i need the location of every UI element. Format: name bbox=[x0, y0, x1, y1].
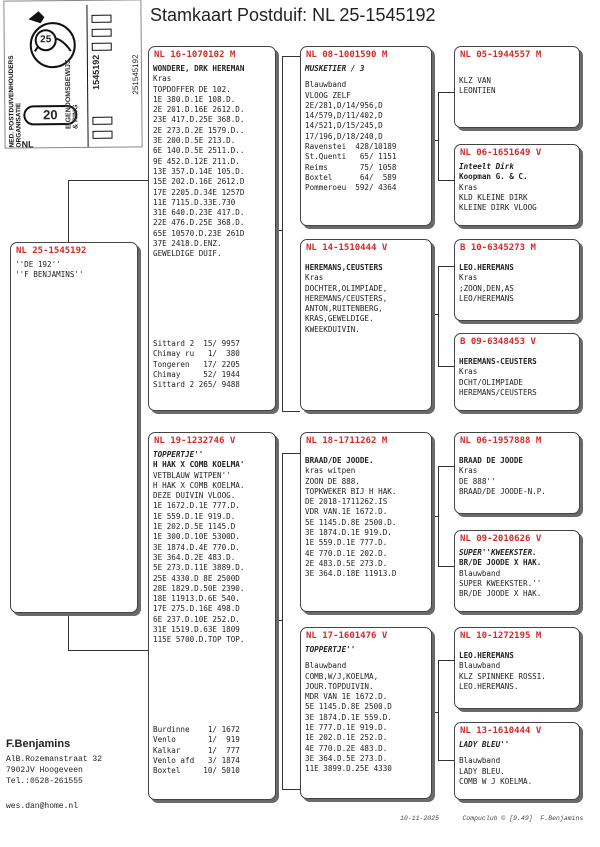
card-line: Kras bbox=[459, 182, 478, 192]
pigeon-card-sdd[interactable] bbox=[454, 333, 580, 411]
card-line: 15E 202.D.16E 2612.D bbox=[153, 177, 245, 187]
owner-block bbox=[6, 738, 102, 812]
card-line: 5E 1145.D.8E 2500.D. bbox=[305, 517, 397, 527]
card-line: ZOON DE 888. bbox=[305, 476, 360, 486]
card-line: 37E 2418.D.ENZ. bbox=[153, 239, 222, 249]
card-line: Koopman G. & C. bbox=[459, 172, 528, 182]
card-line: 25E 4330.D 8E 2500D bbox=[153, 573, 240, 583]
card-line: HEREMANS,CEUSTERS bbox=[305, 263, 383, 272]
card-line: Blauwband bbox=[459, 661, 501, 671]
card-line: 22E 476.D.25E 368.D. bbox=[153, 218, 245, 228]
card-line: HEREMANS/CEUSTERS, bbox=[305, 293, 388, 303]
race-result: Chimay 52/ 1944 bbox=[153, 369, 240, 379]
card-line: Blauwband bbox=[305, 661, 347, 671]
card-line: 9E 452.D.12E 211.D. bbox=[153, 156, 240, 166]
card-line: 23E 417.D.25E 368.D. bbox=[153, 115, 245, 125]
connector-line bbox=[282, 789, 300, 790]
card-line: 1E 202.D.1E 252.D. bbox=[305, 733, 388, 743]
race-result: Sittard 2 15/ 9957 bbox=[153, 339, 240, 348]
card-line: BR/DE JOODE X HAK. bbox=[459, 558, 542, 568]
card-line: 6E 140.D.5E 2511.D.. bbox=[153, 146, 245, 156]
card-line: 14/521,D/15/245,D bbox=[305, 121, 383, 131]
ring-year-badge: 25 bbox=[35, 29, 57, 51]
owner-address: AlB.Rozemanstraat 32 bbox=[6, 755, 103, 764]
connector-line bbox=[432, 140, 438, 141]
card-lines bbox=[149, 447, 275, 646]
card-line: 28E 1829.D.50E 2390. bbox=[153, 583, 245, 593]
card-lines bbox=[301, 642, 431, 775]
ring-id: NL 17-1601476 V bbox=[306, 631, 388, 641]
connector-line bbox=[432, 712, 438, 713]
card-line: Inteelt Dirk bbox=[459, 162, 514, 171]
card-line: HEREMANS/CEUSTERS bbox=[459, 387, 537, 397]
connector-line bbox=[432, 516, 438, 517]
card-line: MUSKETIER / 3 bbox=[305, 64, 365, 73]
card-line: BRAAD DE JOODE bbox=[459, 456, 524, 465]
connector-line bbox=[68, 180, 148, 181]
connector-line bbox=[438, 366, 454, 367]
card-lines bbox=[455, 642, 579, 692]
card-line: 1E 300.D.10E 5300D. bbox=[153, 532, 240, 542]
card-lines bbox=[455, 61, 579, 97]
connector-line bbox=[438, 660, 454, 661]
ring-id: NL 16-1070102 M bbox=[154, 50, 236, 60]
card-line: LEO.HEREMANS bbox=[459, 651, 514, 660]
connector-line bbox=[438, 92, 454, 93]
connector-line bbox=[282, 453, 300, 454]
card-line: DE 888'' bbox=[459, 476, 496, 486]
connector-line bbox=[438, 180, 454, 181]
card-line: KRAS,GEWELDIGE. bbox=[305, 314, 374, 324]
card-line: 1E 559.D.1E 777.D. bbox=[305, 538, 388, 548]
connector-line bbox=[68, 612, 69, 650]
card-line: H HAK X COMB KOELMA. bbox=[153, 480, 245, 490]
ring-number-side: 251545192 bbox=[130, 54, 141, 95]
card-line: 3E 1874.D.4E 770.D. bbox=[153, 542, 240, 552]
footer-note: 10-11-2025 Compuclub © [9.49] F.Benjamins bbox=[400, 815, 584, 822]
card-line: TOPPERTJE'' bbox=[305, 645, 356, 654]
card-line: SUPER''KWEEKSTER. bbox=[459, 548, 537, 557]
card-line: 3E 200.D.5E 213.D. bbox=[153, 136, 236, 146]
ring-id: NL 08-1001590 M bbox=[306, 50, 388, 60]
ring-id: NL 25-1545192 bbox=[16, 246, 87, 256]
card-line: GEWELDIGE DUIF. bbox=[153, 249, 222, 259]
card-line: 1E 559.D.1E 919.D. bbox=[153, 511, 236, 521]
card-line: BR/DE JOODE X HAK. bbox=[459, 589, 542, 599]
ring-card-label: EIGENDOMSBEWIJS & RING bbox=[64, 59, 80, 130]
ring-id: NL 13-1610444 V bbox=[460, 726, 542, 736]
pigeon-card-dam[interactable] bbox=[148, 432, 276, 800]
card-line: DEZE DUIVIN VLOOG. bbox=[153, 491, 236, 501]
ring-ownership-card bbox=[3, 0, 142, 149]
card-line: 115E 5700.D.TOP TOP. bbox=[153, 635, 245, 645]
owner-phone: Tel.:0528-261555 bbox=[6, 777, 83, 786]
card-line: LADY BLEU. bbox=[459, 766, 505, 776]
connector-line bbox=[438, 92, 439, 180]
card-line: BRAAD/DE JOODE. bbox=[305, 456, 374, 465]
card-line: 6E 237.D.10E 252.D. bbox=[153, 614, 240, 624]
card-line: JOUR.TOPDUIVIN. bbox=[305, 681, 374, 691]
ring-checkbox bbox=[92, 29, 112, 37]
connector-line bbox=[438, 566, 454, 567]
card-line: 3E 364.D.5E 273.D. bbox=[305, 753, 388, 763]
ring-number: 1545192 bbox=[90, 54, 102, 90]
card-lines bbox=[301, 254, 431, 335]
race-result: Burdinne 1/ 1672 bbox=[153, 725, 240, 734]
card-lines bbox=[455, 737, 579, 787]
card-line: 18E 11913.D.6E 540. bbox=[153, 594, 240, 604]
card-line: Blauwband bbox=[305, 80, 347, 90]
card-line: KLZ SPINNEKE ROSSI. bbox=[459, 671, 546, 681]
race-result: Sittard 2 265/ 9488 bbox=[153, 380, 240, 390]
card-line: ANTON,RUITENBERG, bbox=[305, 304, 383, 314]
ring-id: NL 06-1651649 V bbox=[460, 148, 542, 158]
card-line: COMB W J KOELMA. bbox=[459, 776, 533, 786]
connector-line bbox=[282, 453, 283, 789]
card-line: KWEEKDUIVIN. bbox=[305, 324, 360, 334]
ring-id: B 10-6345273 M bbox=[460, 243, 536, 253]
ring-id: NL 09-2010626 V bbox=[460, 534, 542, 544]
ring-id: NL 14-1510444 V bbox=[306, 243, 388, 253]
connector-line bbox=[432, 314, 438, 315]
card-line: DCHT/OLIMPIADE bbox=[459, 377, 524, 387]
card-line: Boxtel 64/ 589 bbox=[305, 172, 397, 182]
race-result: Chimay ru 1/ 380 bbox=[153, 349, 240, 359]
card-line: 17/196,D/18/240,D bbox=[305, 131, 383, 141]
pigeon-card-dam-dam[interactable] bbox=[300, 627, 432, 799]
ring-tag-badge: 20 bbox=[23, 105, 77, 125]
connector-line bbox=[438, 266, 454, 267]
ring-id: NL 05-1944557 M bbox=[460, 50, 542, 60]
card-line: ;ZOON,DEN,AS bbox=[459, 283, 514, 293]
card-line: Blauwband bbox=[459, 756, 501, 766]
connector-line bbox=[282, 56, 300, 57]
card-line: COMB,W/J,KOELMA, bbox=[305, 671, 379, 681]
card-line: DE 2018-1711262.IS bbox=[305, 497, 388, 507]
pigeon-card-sss[interactable] bbox=[454, 46, 580, 128]
card-lines bbox=[455, 545, 579, 599]
card-line: 11E 7115.D.33E.730 bbox=[153, 197, 236, 207]
card-line: 17E 2205.D.34E 1257D bbox=[153, 187, 245, 197]
pigeon-card-dam-sire[interactable] bbox=[300, 432, 432, 612]
page-title: Stamkaart Postduif: NL 25-1545192 bbox=[150, 5, 436, 25]
ring-checkbox bbox=[92, 117, 112, 125]
ring-country: NL bbox=[21, 139, 34, 150]
pigeon-card-dsd[interactable] bbox=[454, 530, 580, 612]
card-line: 3E 364.D.18E 11913.D bbox=[305, 569, 397, 579]
card-line: 14/579,D/11/402,D bbox=[305, 111, 383, 121]
card-line: 1E 1672.D.1E 777.D. bbox=[153, 501, 240, 511]
card-line: DOCHTER,OLIMPIADE, bbox=[305, 283, 388, 293]
card-line: 1E 777.D.1E 919.D. bbox=[305, 723, 388, 733]
card-line: KLD KLEINE DIRK bbox=[459, 192, 528, 202]
card-line: 65E 10570.D.23E 261D bbox=[153, 228, 245, 238]
connector-line bbox=[276, 620, 282, 621]
card-line: 2E 201.D.16E 2612.D. bbox=[153, 105, 245, 115]
ring-card-side-strip bbox=[5, 7, 23, 148]
connector-line bbox=[282, 411, 300, 412]
card-line: KLZ VAN bbox=[459, 76, 492, 85]
card-line: 5E 1145.D.8E 2500.D bbox=[305, 702, 392, 712]
card-line: LEO/HEREMANS bbox=[459, 293, 514, 303]
race-results bbox=[153, 339, 240, 390]
card-line: VLOOG ZELF bbox=[305, 90, 351, 100]
connector-line bbox=[438, 760, 454, 761]
card-line: 3E 1874.D.1E 559.D. bbox=[305, 712, 392, 722]
card-line: LEONTIEN bbox=[459, 86, 496, 96]
card-line: Kras bbox=[459, 466, 478, 476]
card-line: 2E 483.D.5E 273.D. bbox=[305, 558, 388, 568]
connector-line bbox=[68, 180, 69, 243]
card-line: 3E 364.D.2E 483.D. bbox=[153, 552, 236, 562]
ring-id: NL 19-1232746 V bbox=[154, 436, 236, 446]
pigeon-card-sire-sire[interactable] bbox=[300, 46, 432, 226]
pigeon-card-sds[interactable] bbox=[454, 239, 580, 321]
card-line: 2E 273.D.2E 1579.D.. bbox=[153, 125, 245, 135]
card-line: BRAAD/DE JOODE-N.P. bbox=[459, 486, 546, 496]
race-result: ''F BENJAMINS'' bbox=[15, 270, 84, 280]
race-result: Kalkar 1/ 777 bbox=[153, 745, 240, 755]
card-line: TOPKWEKER BIJ H HAK. bbox=[305, 486, 397, 496]
connector-line bbox=[68, 650, 148, 651]
ring-checkbox bbox=[91, 15, 111, 23]
race-result: Boxtel 10/ 5010 bbox=[153, 766, 240, 776]
card-line: 3E 1874.D.1E 919.D. bbox=[305, 528, 392, 538]
connector-line bbox=[438, 266, 439, 366]
connector-line bbox=[438, 660, 439, 760]
card-line: 13E 357.D.14E 105.D. bbox=[153, 166, 245, 176]
card-line: VETBLAUW WITPEN'' bbox=[153, 470, 231, 480]
ring-id: NL 10-1272195 M bbox=[460, 631, 542, 641]
card-line: 11E 3899.D.25E 4330 bbox=[305, 764, 392, 774]
card-line: KLEINE DIRK VLOOG bbox=[459, 203, 537, 213]
owner-name: F.Benjamins bbox=[6, 738, 71, 750]
card-line: kras witpen bbox=[305, 466, 356, 476]
race-result: Venlo afd 3/ 1874 bbox=[153, 755, 240, 765]
card-lines bbox=[149, 61, 275, 260]
card-line: SUPER KWEEKSTER.'' bbox=[459, 578, 542, 588]
ring-id: NL 18-1711262 M bbox=[306, 436, 388, 446]
card-line: 1E 380.D.1E 108.D. bbox=[153, 94, 236, 104]
ring-checkbox bbox=[92, 43, 112, 51]
connector-line bbox=[438, 466, 439, 566]
card-line: WONDERE, DRK HEREMAN bbox=[153, 64, 245, 73]
pigeon-card-dss[interactable] bbox=[454, 432, 580, 514]
connector-line bbox=[282, 56, 283, 411]
card-line: Kras bbox=[153, 74, 172, 84]
card-line: H HAK X COMB KOELMA' bbox=[153, 460, 245, 470]
race-result: Venlo 1/ 919 bbox=[153, 735, 240, 745]
pigeon-card-dds[interactable] bbox=[454, 627, 580, 709]
pigeon-card-main[interactable] bbox=[10, 242, 138, 613]
card-line: St.Quenti 65/ 1151 bbox=[305, 152, 397, 162]
race-results bbox=[153, 725, 240, 776]
card-line: Kras bbox=[459, 273, 478, 283]
card-line: 5E 273.D.11E 3889.D. bbox=[153, 563, 245, 573]
owner-email[interactable]: wes.dan@home.nl bbox=[6, 802, 79, 811]
connector-line bbox=[438, 466, 454, 467]
card-line: 4E 770.D.2E 483.D. bbox=[305, 743, 388, 753]
pigeon-card-sire[interactable] bbox=[148, 46, 276, 411]
card-lines bbox=[455, 348, 579, 398]
card-line: Pommeroeu 592/ 4364 bbox=[305, 183, 397, 193]
card-line: 31E 1519.D.63E 1809 bbox=[153, 625, 240, 635]
card-line: 2E/281,D/14/956,D bbox=[305, 100, 383, 110]
card-line: LEO.HEREMANS bbox=[459, 263, 514, 272]
card-line: LADY BLEU'' bbox=[459, 740, 510, 749]
ring-card-organisation: NED. POSTDUIVENHOUDERS ORGANISATIE bbox=[7, 55, 23, 148]
card-lines bbox=[11, 257, 137, 281]
ring-id: NL 06-1957888 M bbox=[460, 436, 542, 446]
card-line: Kras bbox=[459, 367, 478, 377]
owner-city: 7902JV Hoogeveen bbox=[6, 766, 83, 775]
pigeon-card-sire-dam[interactable] bbox=[300, 239, 432, 411]
pigeon-card-ssd[interactable] bbox=[454, 144, 580, 226]
card-line: MDR VAN 1E 1672.D. bbox=[305, 692, 388, 702]
card-line: HEREMANS-CEUSTERS bbox=[459, 357, 537, 366]
card-line: 31E 640.D.23E 417.D. bbox=[153, 208, 245, 218]
card-lines bbox=[455, 447, 579, 497]
race-result: Tongeren 17/ 2205 bbox=[153, 359, 240, 369]
card-line: VDR VAN.1E 1672.D. bbox=[305, 507, 388, 517]
card-line: Kras bbox=[305, 273, 324, 283]
card-line: LEO.HEREMANS. bbox=[459, 681, 519, 691]
pigeon-card-ddd[interactable] bbox=[454, 722, 580, 800]
card-line: 1E 202.D.5E 1145.D bbox=[153, 522, 236, 532]
card-line: TOPDOFFER DE 102. bbox=[153, 84, 231, 94]
card-line: 4E 770.D.1E 202.D. bbox=[305, 548, 388, 558]
card-lines bbox=[455, 159, 579, 213]
ring-id: B 09-6348453 V bbox=[460, 337, 536, 347]
card-lines bbox=[455, 254, 579, 304]
ring-checkbox bbox=[92, 131, 112, 139]
card-lines bbox=[301, 61, 431, 194]
card-line: 17E 275.D.16E 498.D bbox=[153, 604, 240, 614]
connector-line bbox=[276, 230, 282, 231]
card-line: Reims 75/ 1058 bbox=[305, 162, 397, 172]
card-line: Ravenstei 428/10189 bbox=[305, 142, 397, 152]
card-lines bbox=[301, 447, 431, 580]
card-line: TOPPERTJE'' bbox=[153, 450, 204, 459]
card-line: Blauwband bbox=[459, 568, 501, 578]
race-result: ''DE 192'' bbox=[15, 260, 61, 269]
